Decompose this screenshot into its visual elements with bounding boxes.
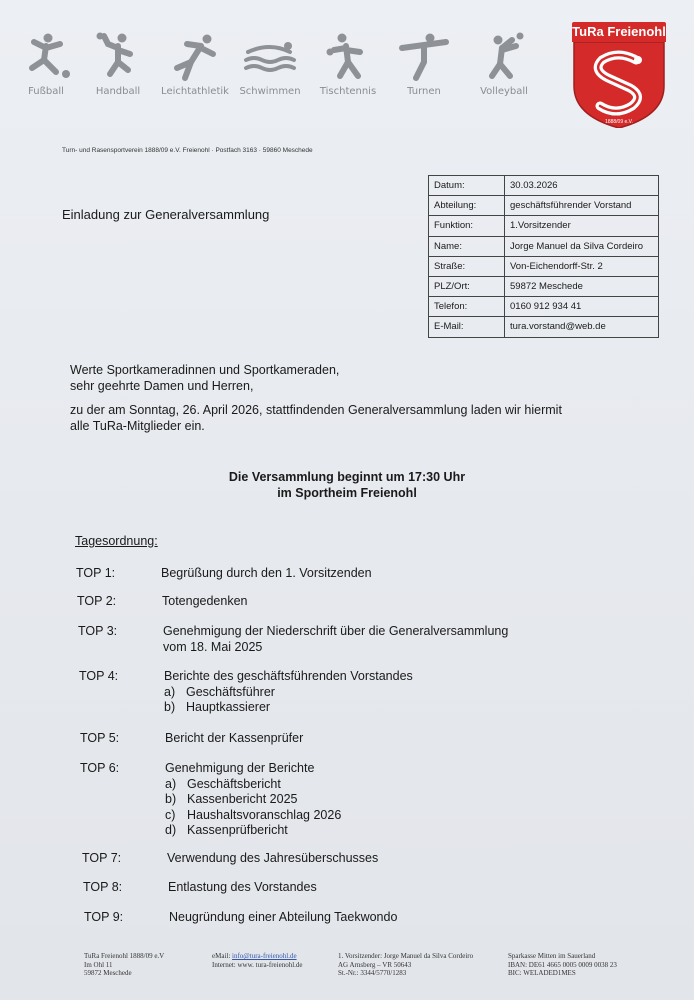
agenda-item-number: TOP 6: [80,761,120,775]
agenda-item-line: Bericht der Kassenprüfer [165,731,304,745]
agenda-item-number: TOP 9: [84,910,124,924]
sender-info-table [428,175,659,338]
info-value: 0160 912 934 41 [505,297,659,317]
info-row [429,216,659,236]
footer-contact [212,952,303,969]
agenda-sub-text: Kassenprüfbericht [187,823,288,837]
invitation-line: zu der am Sonntag, 26. April 2026, stattfindenden Generalversammlung laden wir hiermit [70,403,562,417]
football-icon [16,32,76,82]
agenda-item-text [169,910,599,926]
agenda-item-line: Totengedenken [162,594,248,608]
gymnastics-icon [394,32,454,82]
info-row [429,317,659,337]
info-key: Funktion: [429,216,505,236]
sport-gymnastics [384,32,464,97]
table-tennis-icon [318,32,378,82]
sport-football [6,32,86,97]
agenda-sub-item [165,792,595,808]
sport-label: Handball [95,86,141,97]
meeting-time: Die Versammlung beginnt um 17:30 Uhr [228,470,466,484]
info-key: E-Mail: [429,317,505,337]
info-value: Jorge Manuel da Silva Cordeiro [505,236,659,256]
agenda-sub-item [165,777,595,793]
agenda-item-number: TOP 3: [78,624,118,638]
footer-line: TuRa Freienohl 1888/09 e.V [84,952,165,960]
agenda-heading: Tagesordnung: [75,534,158,548]
info-value: tura.vorstand@web.de [505,317,659,337]
agenda-sub-letter: d) [165,823,177,837]
info-value: 59872 Meschede [505,276,659,296]
footer-line: St.-Nr.: 3344/5770/1283 [338,969,407,977]
agenda-item-text [164,669,594,716]
agenda-sub-text: Geschäftsbericht [187,776,281,791]
sport-label: Leichtathletik [161,86,229,97]
volleyball-icon [474,32,534,82]
footer-line: BIC: WELADED1MES [508,969,576,977]
footer-line: IBAN: DE61 4665 0005 0009 0038 23 [508,960,617,969]
invitation-text [70,402,562,434]
agenda-sub-item [164,685,594,701]
agenda-sub-letter: a) [164,684,176,699]
info-key: Name: [429,236,505,256]
agenda-item-number: TOP 5: [80,731,120,745]
salutation-line: sehr geehrte Damen und Herren, [70,379,254,393]
document-title: Einladung zur Generalversammlung [62,207,270,222]
info-row [429,236,659,256]
sport-label: Fußball [28,86,64,97]
footer-internet: Internet: www. tura-freienohl.de [212,960,303,969]
sport-athletics [155,32,235,97]
agenda-item-line: Berichte des geschäftsführenden Vorstandes [164,669,413,683]
agenda-sub-item [165,808,595,824]
agenda-sub-letter: a) [165,776,177,791]
invitation-line: alle TuRa-Mitglieder ein. [70,419,205,433]
club-crest-icon [572,42,666,128]
agenda-item-text [161,566,591,582]
sport-table-tennis [308,32,388,97]
footer-line: 1. Vorsitzender: Jorge Manuel da Silva Cordeiro [338,952,474,960]
salutation-line: Werte Sportkameradinnen und Sportkameraden, [70,363,340,377]
agenda-item-line: Entlastung des Vorstandes [168,880,317,894]
club-logo [572,22,666,128]
agenda-sub-text: Hauptkassierer [186,700,271,714]
meeting-start [0,469,694,501]
footer-line: 59872 Meschede [84,969,132,977]
agenda-item-text [165,731,595,747]
handball-icon [88,32,148,82]
agenda-item-number: TOP 2: [77,594,117,608]
sport-label: Tischtennis [319,86,377,97]
sport-label: Turnen [407,86,441,97]
footer-email-label: eMail: [212,952,231,960]
info-row [429,276,659,296]
info-key: Datum: [429,176,505,196]
footer-line: AG Arnsberg – VR 50643 [338,960,412,969]
footer-board [338,952,473,978]
agenda-sub-letter: c) [165,807,176,822]
info-value: Von-Eichendorff-Str. 2 [505,256,659,276]
info-key: Telefon: [429,297,505,317]
agenda-item-line: Genehmigung der Berichte [165,761,315,775]
info-row [429,196,659,216]
info-key: Straße: [429,256,505,276]
sport-volleyball [464,32,544,97]
agenda-sub-letter: b) [164,700,176,714]
info-row [429,256,659,276]
agenda-item-number: TOP 7: [82,851,122,865]
footer-line: Im Ohl 11 [84,960,113,969]
athletics-icon [165,32,225,82]
agenda-item-line: Genehmigung der Niederschrift über die Generalversammlung [163,624,509,638]
sport-swimming [230,32,310,97]
info-key: PLZ/Ort: [429,276,505,296]
info-row [429,297,659,317]
agenda-item-text [167,851,597,867]
meeting-location: im Sportheim Freienohl [277,486,417,500]
agenda-item-number: TOP 1: [76,566,116,580]
agenda-sub-text: Kassenbericht 2025 [187,792,298,806]
swimming-icon [240,32,300,82]
sport-label: Schwimmen [239,86,301,97]
letterhead-address: Turn- und Rasensportverein 1888/09 e.V. Freienohl · Postfach 3163 · 59860 Meschede [62,147,313,154]
agenda-item-text [162,594,592,610]
club-logo-title: TuRa Freienohl [572,22,666,42]
info-value: geschäftsführender Vorstand [505,196,659,216]
club-founded: 1888/09 e.V. [605,119,633,125]
agenda-sub-text: Geschäftsführer [186,684,275,699]
agenda-item-number: TOP 8: [83,880,123,894]
sport-label: Volleyball [480,86,528,97]
agenda-item-text [168,880,598,896]
footer-address [84,952,164,978]
footer-email-link[interactable]: info@tura-freienohl.de [232,952,297,960]
info-row [429,176,659,196]
agenda-item-text [165,761,595,839]
footer-bank [508,952,617,978]
agenda-sub-item [164,700,594,716]
agenda-item-number: TOP 4: [79,669,119,683]
agenda-item-line: vom 18. Mai 2025 [163,639,263,654]
info-value: 1.Vorsitzender [505,216,659,236]
agenda-sub-text: Haushaltsvoranschlag 2026 [187,807,342,822]
footer-line: Sparkasse Mitten im Sauerland [508,952,596,960]
agenda-item-line: Neugründung einer Abteilung Taekwondo [169,910,398,924]
sport-handball [78,32,158,97]
info-key: Abteilung: [429,196,505,216]
salutation [70,362,339,394]
agenda-sub-letter: b) [165,792,177,806]
agenda-item-line: Begrüßung durch den 1. Vorsitzenden [161,566,372,580]
agenda-sub-item [165,823,595,839]
agenda-item-text [163,624,593,655]
agenda-item-line: Verwendung des Jahresüberschusses [167,851,379,865]
info-value: 30.03.2026 [505,176,659,196]
